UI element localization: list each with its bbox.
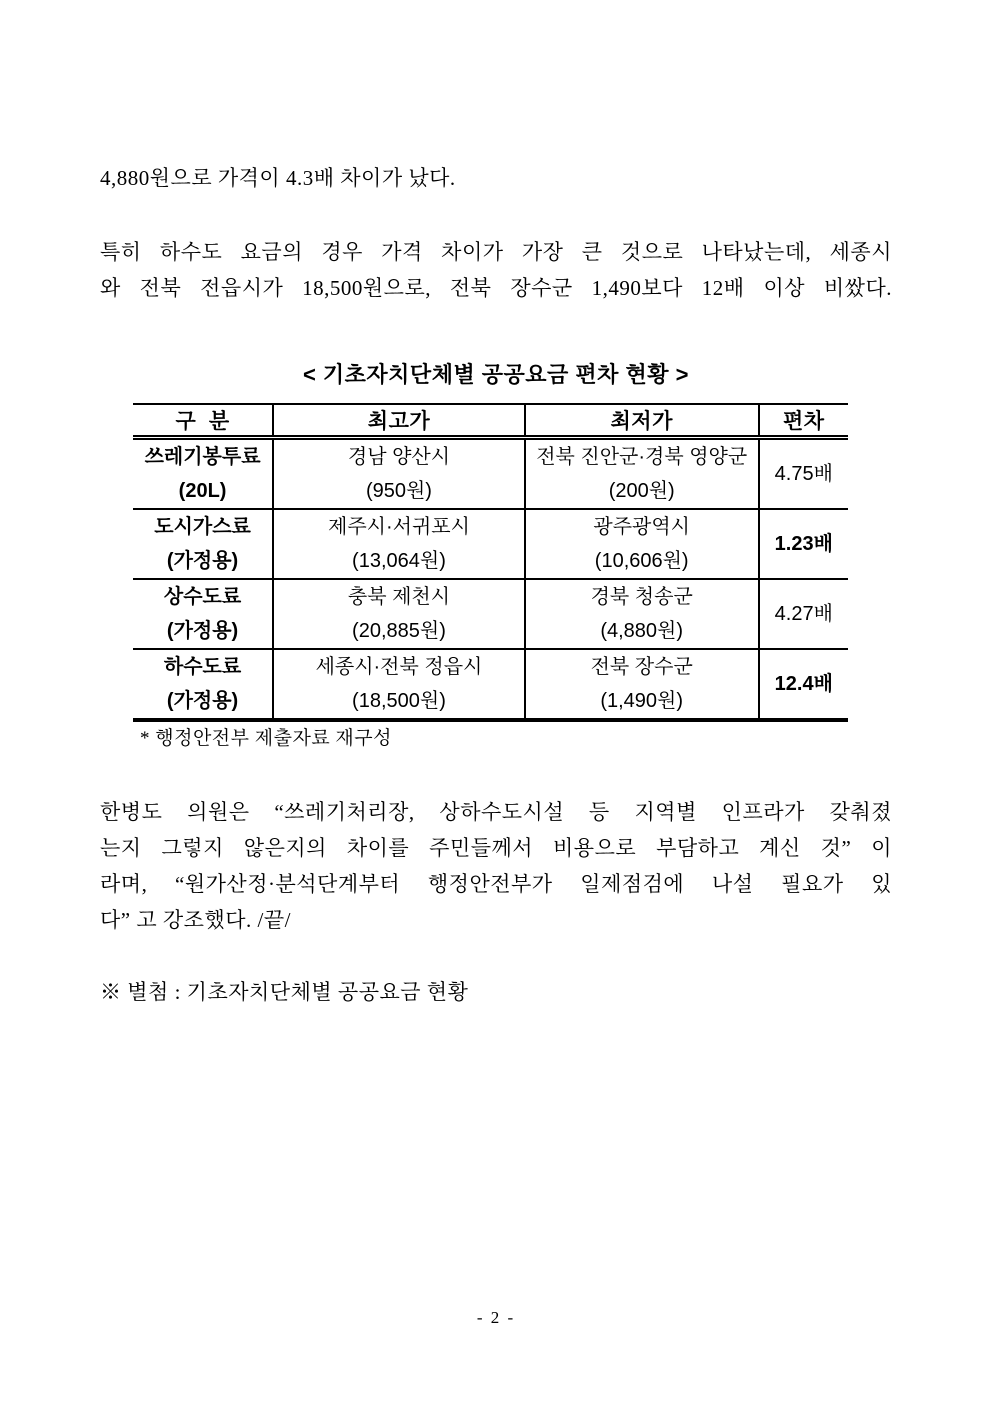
- lowest-cell: [525, 438, 759, 510]
- header-cell-category: 구 분: [133, 404, 273, 438]
- category-sub: (가정용): [166, 620, 239, 642]
- table-row-city-gas: [133, 509, 848, 579]
- gap-cell: [759, 509, 848, 579]
- public-fee-gap-table: [133, 403, 848, 722]
- highest-price: (13,064원): [352, 550, 446, 572]
- category-cell: [133, 649, 273, 720]
- gap-cell: [759, 438, 848, 510]
- lowest-region: 전북 장수군: [590, 656, 693, 678]
- lowest-region: 전북 진안군·경북 영양군: [536, 446, 748, 468]
- category-name: 도시가스료: [154, 516, 251, 538]
- lowest-cell: [525, 509, 759, 579]
- gap-cell: [759, 579, 848, 649]
- category-name: 상수도료: [163, 586, 242, 608]
- header-cell-highest: 최고가: [273, 404, 525, 438]
- highest-cell: [273, 509, 525, 579]
- gap-value: 12.4배: [774, 673, 833, 695]
- lowest-region: 광주광역시: [593, 516, 690, 538]
- category-cell: [133, 579, 273, 649]
- table-row-sewage: [133, 649, 848, 720]
- lowest-price: (10,606원): [594, 550, 689, 572]
- paragraph-line: 특히 하수도 요금의 경우 가격 차이가 가장 큰 것으로 나타났는데, 세종시: [100, 240, 892, 264]
- header-cell-gap: 편차: [759, 404, 848, 438]
- table-row-waste-bag: [133, 438, 848, 510]
- highest-cell: [273, 438, 525, 510]
- highest-cell: [273, 649, 525, 720]
- page-number: - 2 -: [476, 1308, 516, 1327]
- header-cell-lowest: 최저가: [525, 404, 759, 438]
- highest-region: 경남 양산시: [347, 446, 451, 468]
- category-name: 하수도료: [163, 656, 242, 678]
- highest-region: 충북 제천시: [347, 586, 451, 608]
- table-title: < 기초자치단체별 공공요금 편차 현황 >: [302, 362, 690, 387]
- table-footnote: * 행정안전부 제출자료 재구성: [140, 728, 392, 749]
- highest-price: (950원): [365, 480, 432, 502]
- highest-price: (18,500원): [352, 690, 446, 712]
- lowest-price: (200원): [608, 480, 675, 502]
- attachment-note: [100, 974, 892, 1010]
- category-name: 쓰레기봉투료: [144, 446, 261, 468]
- gap-value: 4.27배: [774, 603, 833, 625]
- table-header-row: [133, 404, 848, 438]
- highest-cell: [273, 579, 525, 649]
- category-sub: (가정용): [166, 550, 239, 572]
- lowest-cell: [525, 579, 759, 649]
- paragraph-line: 는지 그렇지 않은지의 차이를 주민들께서 비용으로 부담하고 계신 것” 이: [100, 836, 892, 860]
- paragraph-price-gap: [100, 160, 892, 196]
- paragraph-sewage-fee: [100, 234, 892, 306]
- lowest-region: 경북 청송군: [590, 586, 693, 608]
- lowest-cell: [525, 649, 759, 720]
- gap-value: 4.75배: [774, 463, 833, 485]
- gap-cell: [759, 649, 848, 720]
- paragraph-line: 와 전북 전읍시가 18,500원으로, 전북 장수군 1,490보다 12배 이상 비쌌다.: [100, 276, 892, 300]
- paragraph-line: 한병도 의원은 “쓰레기처리장, 상하수도시설 등 지역별 인프라가 갖춰졌: [100, 800, 892, 824]
- category-cell: [133, 438, 273, 510]
- highest-price: (20,885원): [352, 620, 446, 642]
- paragraph-quote: [100, 794, 892, 938]
- highest-region: 제주시·서귀포시: [328, 516, 470, 538]
- lowest-price: (1,490원): [600, 690, 684, 712]
- category-cell: [133, 509, 273, 579]
- paragraph-line: 라며, “원가산정·분석단계부터 행정안전부가 일제점검에 나설 필요가 있: [100, 872, 892, 896]
- table-row-water-supply: [133, 579, 848, 649]
- paragraph-line: ※ 별첨 : 기초자치단체별 공공요금 현황: [100, 980, 469, 1004]
- gap-value: 1.23배: [774, 533, 833, 555]
- highest-region: 세종시·전북 정읍시: [315, 656, 483, 678]
- lowest-price: (4,880원): [600, 620, 684, 642]
- paragraph-line: 다” 고 강조했다. /끝/: [100, 908, 291, 932]
- category-sub: (가정용): [166, 690, 239, 712]
- paragraph-line: 4,880원으로 가격이 4.3배 차이가 났다.: [100, 166, 456, 190]
- category-sub: (20L): [178, 480, 227, 502]
